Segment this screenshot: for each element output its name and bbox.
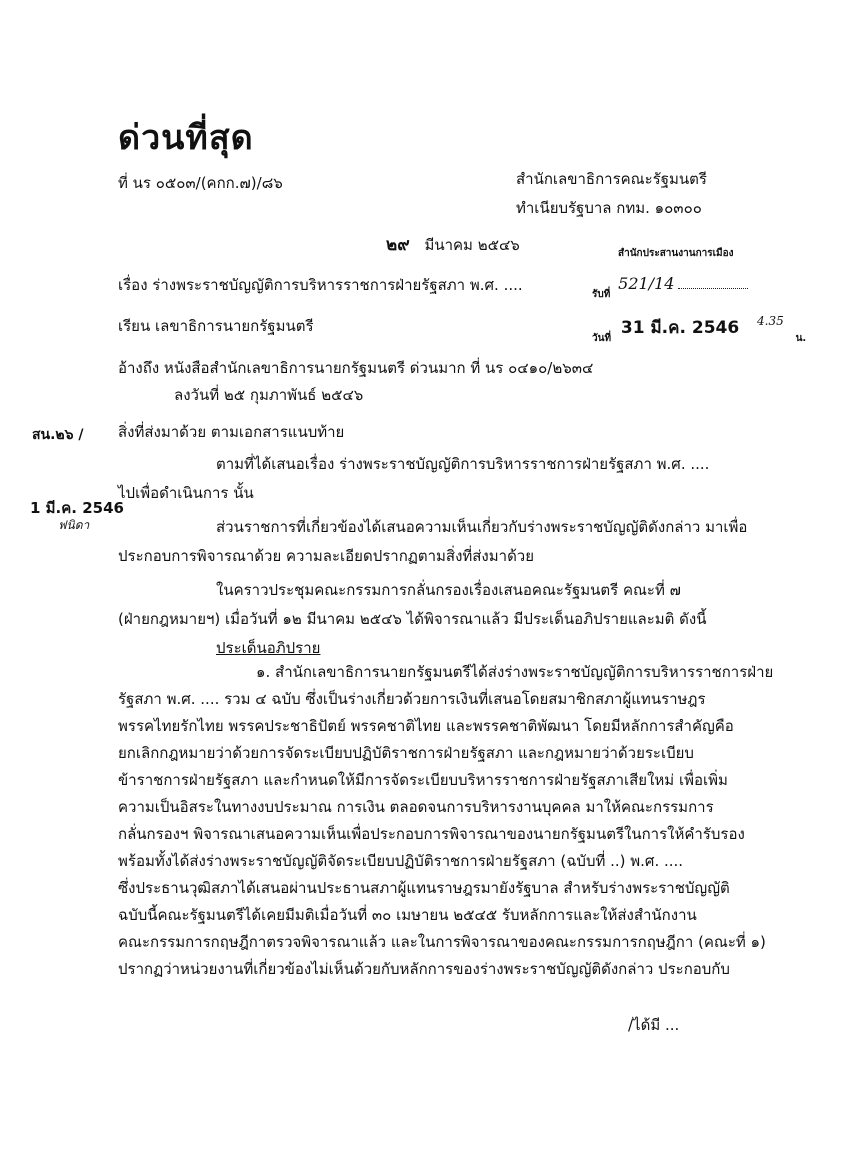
date-month-year: มีนาคม ๒๕๔๖ bbox=[424, 236, 520, 254]
section-heading: ประเด็นอภิปราย bbox=[216, 639, 321, 657]
paragraph-4-line: ปรากฏว่าหน่วยงานที่เกี่ยวข้องไม่เห็นด้วยกับหลักการของร่างพระราชบัญญัติดังกล่าว ประกอบกับ bbox=[118, 960, 730, 978]
stamp-time-suffix: น. bbox=[795, 333, 807, 344]
urgency-heading: ด่วนที่สุด bbox=[118, 118, 254, 158]
paragraph-4-line: ๑. สำนักเลขาธิการนายกรัฐมนตรีได้ส่งร่างพระราชบัญญัติการบริหารราชการฝ่าย bbox=[256, 663, 774, 681]
paragraph-4-line: ความเป็นอิสระในทางงบประมาณ การเงิน ตลอดจนการบริหารงานบุคคล มาให้คณะกรรมการ bbox=[118, 798, 714, 816]
paragraph-4-line: ยกเลิกกฎหมายว่าด้วยการจัดระเบียบปฏิบัติราชการฝ่ายรัฐสภา และกฎหมายว่าด้วยระเบียบ bbox=[118, 744, 694, 762]
paragraph-1-line-2: ไปเพื่อดำเนินการ นั้น bbox=[118, 484, 254, 502]
stamp-received-no: 521/14 bbox=[618, 274, 675, 293]
office-name: สำนักเลขาธิการคณะรัฐมนตรี bbox=[516, 170, 707, 188]
office-address: ทำเนียบรัฐบาล กทม. ๑๐๓๐๐ bbox=[516, 199, 702, 217]
stamp-received-date: 31 มี.ค. 2546 bbox=[620, 318, 740, 338]
date-day: ๒๙ bbox=[386, 235, 410, 255]
paragraph-4-line: พรรคไทยรักไทย พรรคประชาธิปัตย์ พรรคชาติไทย และพรรคชาติพัฒนา โดยมีหลักการสำคัญคือ bbox=[118, 717, 734, 735]
page-continuation: /ได้มี ... bbox=[628, 1016, 680, 1034]
paragraph-3-line-1: ในคราวประชุมคณะกรรมการกลั่นกรองเรื่องเสนอคณะรัฐมนตรี คณะที่ ๗ bbox=[216, 581, 681, 599]
paragraph-4-line: รัฐสภา พ.ศ. .... รวม ๔ ฉบับ ซึ่งเป็นร่างเกี่ยวด้วยการเงินที่เสนอโดยสมาชิกสภาผู้แทนราษฎร bbox=[118, 690, 706, 708]
paragraph-3-line-2: (ฝ่ายกฎหมายฯ) เมื่อวันที่ ๑๒ มีนาคม ๒๕๔๖ ได้พิจารณาแล้ว มีประเด็นอภิปรายและมติ ดังนี้ bbox=[118, 610, 707, 628]
enclosure-line: สิ่งที่ส่งมาด้วย ตามเอกสารแนบท้าย bbox=[118, 423, 345, 441]
margin-signature: ฟนิดา bbox=[58, 518, 90, 532]
paragraph-4-line: ซึ่งประธานวุฒิสภาได้เสนอผ่านประธานสภาผู้แทนราษฎรมายังรัฐบาล สำหรับร่างพระราชบัญญัติ bbox=[118, 879, 730, 897]
stamp-receiver-org: สำนักประสานงานการเมือง bbox=[618, 248, 734, 259]
paragraph-1-line-1: ตามที่ได้เสนอเรื่อง ร่างพระราชบัญญัติการบริหารราชการฝ่ายรัฐสภา พ.ศ. .... bbox=[216, 455, 710, 473]
reference-line-2: ลงวันที่ ๒๕ กุมภาพันธ์ ๒๕๔๖ bbox=[174, 386, 364, 404]
paragraph-2-line-1: ส่วนราชการที่เกี่ยวข้องได้เสนอความเห็นเกี่ยวกับร่างพระราชบัญญัติดังกล่าว มาเพื่อ bbox=[216, 518, 748, 536]
stamp-received-time: 4.35 bbox=[757, 314, 784, 328]
stamp-received-number bbox=[592, 274, 748, 302]
margin-date: 1 มี.ค. 2546 bbox=[30, 499, 124, 517]
recipient-line: เรียน เลขาธิการนายกรัฐมนตรี bbox=[118, 317, 314, 335]
stamp-received-no-label: รับที่ bbox=[592, 289, 611, 300]
paragraph-4-line: ข้าราชการฝ่ายรัฐสภา และกำหนดให้มีการจัดระเบียบบริหารราชการฝ่ายรัฐสภาเสียใหม่ เพื่อเพิ่ม bbox=[118, 771, 728, 789]
reference-number: ที่ นร ๐๕๐๓/(คกก.๗)/๘๖ bbox=[118, 174, 283, 192]
stamp-received-date-row bbox=[592, 314, 806, 346]
stamp-received-date-label: วันที่ bbox=[592, 333, 612, 344]
stamp-dotted-line bbox=[678, 288, 748, 289]
paragraph-4-line: คณะกรรมการกฤษฎีกาตรวจพิจารณาแล้ว และในการพิจารณาของคณะกรรมการกฤษฎีกา (คณะที่ ๑) bbox=[118, 933, 766, 951]
paragraph-4-line: พร้อมทั้งได้ส่งร่างพระราชบัญญัติจัดระเบียบปฏิบัติราชการฝ่ายรัฐสภา (ฉบับที่ ..) พ.ศ. .... bbox=[118, 852, 684, 870]
paragraph-4-line: ฉบับนี้คณะรัฐมนตรีได้เคยมีมติเมื่อวันที่ ๓๐ เมษายน ๒๕๔๕ รับหลักการและให้ส่งสำนักงาน bbox=[118, 906, 697, 924]
document-date bbox=[386, 236, 520, 254]
reference-line-1: อ้างถึง หนังสือสำนักเลขาธิการนายกรัฐมนตรี ด่วนมาก ที่ นร ๐๔๑๐/๒๖๓๔ bbox=[118, 359, 594, 377]
margin-code: สน.๒๖ / bbox=[32, 427, 84, 443]
paragraph-4-line: กลั่นกรองฯ พิจารณาเสนอความเห็นเพื่อประกอบการพิจารณาของนายกรัฐมนตรีในการให้คำรับรอง bbox=[118, 825, 745, 843]
paragraph-2-line-2: ประกอบการพิจารณาด้วย ความละเอียดปรากฏตามสิ่งที่ส่งมาด้วย bbox=[118, 547, 535, 565]
subject-line: เรื่อง ร่างพระราชบัญญัติการบริหารราชการฝ่ายรัฐสภา พ.ศ. .... bbox=[118, 276, 523, 294]
